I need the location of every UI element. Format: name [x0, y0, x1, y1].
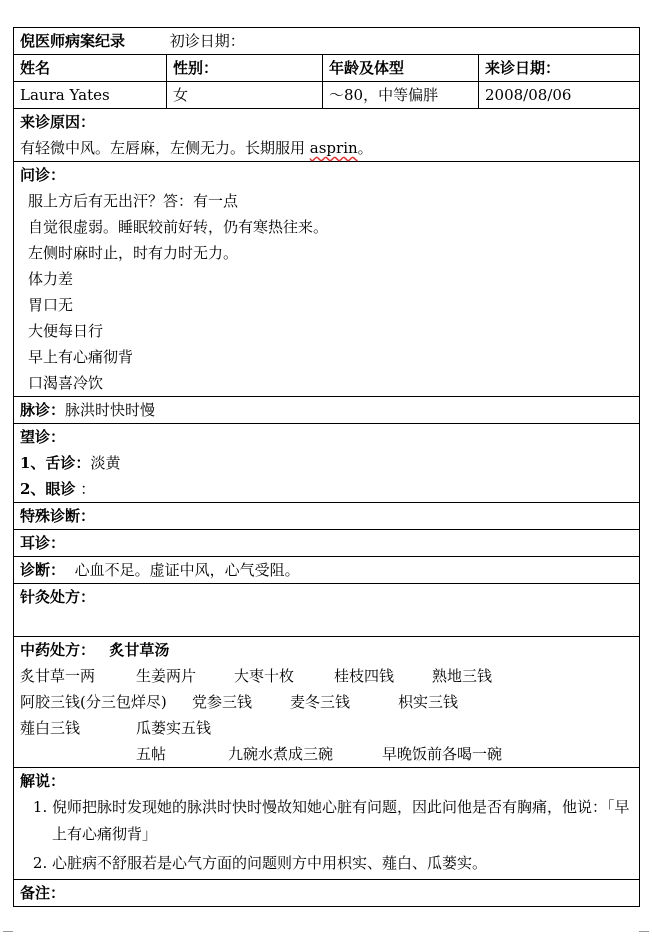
reason-text: [20, 135, 633, 161]
inquiry-line: 胃口无: [28, 296, 74, 314]
herb-item: 薤白三钱: [20, 719, 81, 737]
herb-row-1: [20, 663, 633, 689]
medical-record-document: [13, 27, 639, 907]
patient-name: Laura Yates: [14, 82, 167, 109]
explanation-list: [20, 794, 633, 877]
herb-item: 生姜两片: [136, 667, 197, 685]
age-build-label: 年龄及体型: [323, 55, 479, 82]
patient-value-row: [14, 82, 640, 109]
page-corner-mark: [639, 931, 649, 940]
pulse-text: 脉洪时快时慢: [65, 401, 156, 419]
inquiry-lines: [20, 188, 633, 396]
tongue-label: 1、舌诊：: [20, 454, 91, 472]
herb-item: 早晚饭前各喝一碗: [382, 745, 503, 763]
herb-item: 炙甘草一两: [20, 667, 96, 685]
herb-item: 瓜蒌实五钱: [136, 719, 212, 737]
special-section: [14, 503, 640, 530]
ear-label: 耳诊：: [14, 530, 640, 557]
explanation-label: 解说：: [20, 772, 66, 790]
herb-item: 桂枝四钱: [334, 667, 395, 685]
inspection-label: 望诊：: [20, 428, 66, 446]
inquiry-line: 大便每日行: [28, 322, 104, 340]
visit-date-label: 来诊日期：: [479, 55, 640, 82]
inquiry-line: 左侧时麻时止，时有力时无力。: [28, 244, 239, 262]
diagnosis-label: 诊断：: [20, 561, 66, 579]
herb-row-2: [20, 689, 633, 715]
herb-item: 阿胶三钱(分三包烊尽): [20, 693, 167, 711]
drug-name: asprin: [309, 139, 358, 157]
herb-row-4: [20, 741, 633, 767]
remarks-section: [14, 880, 640, 907]
herb-item: 熟地三钱: [432, 667, 493, 685]
reason-section: [14, 109, 640, 162]
special-label: 特殊诊断：: [14, 503, 640, 530]
explanation-item: 1. 倪师把脉时发现她的脉洪时快时慢故知她心脏有问题，因此问他是否有胸痛，他说：「早上有心痛彻背」: [52, 794, 633, 848]
inquiry-label: 问诊：: [20, 166, 66, 184]
patient-visit-date: 2008/08/06: [479, 82, 640, 109]
first-visit-label: 初诊日期：: [169, 32, 245, 50]
explanation-section: [14, 768, 640, 880]
acupuncture-section: [14, 584, 640, 637]
reason-text-main: 有轻微中风。左唇麻，左侧无力。长期服用: [20, 139, 310, 157]
inquiry-line: 服上方后有无出汗？答：有一点: [28, 192, 239, 210]
patient-gender: 女: [167, 82, 323, 109]
formula-name: 炙甘草汤: [109, 641, 170, 659]
acupuncture-label: 针灸处方：: [20, 588, 96, 606]
eye-label: 2、眼诊: [20, 480, 76, 498]
inspection-section: [14, 424, 640, 503]
page-corner-mark: [3, 931, 13, 940]
gender-label: 性别：: [167, 55, 323, 82]
herb-item: 党参三钱: [192, 693, 253, 711]
herb-item: 五帖: [136, 745, 167, 763]
reason-text-end: 。: [357, 139, 373, 157]
reason-label: 来诊原因：: [20, 113, 96, 131]
inquiry-section: [14, 162, 640, 397]
name-label: 姓名: [14, 55, 167, 82]
record-title: 倪医师病案纪录: [20, 32, 126, 50]
herb-item: 枳实三钱: [398, 693, 459, 711]
inquiry-line: 早上有心痛彻背: [28, 348, 134, 366]
patient-label-row: [14, 55, 640, 82]
herb-item: 九碗水煮成三碗: [228, 745, 334, 763]
herb-item: 大枣十枚: [234, 667, 295, 685]
herbal-section: [14, 637, 640, 768]
inquiry-line: 自觉很虚弱。睡眠较前好转，仍有寒热往来。: [28, 218, 329, 236]
medical-record-table: [13, 27, 640, 907]
remarks-label: 备注：: [14, 880, 640, 907]
explanation-item: 2. 心脏病不舒服若是心气方面的问题则方中用枳实、薤白、瓜蒌实。: [52, 850, 633, 877]
herb-row-3: [20, 715, 633, 741]
pulse-label: 脉诊：: [20, 401, 66, 419]
diagnosis-section: [14, 557, 640, 584]
diagnosis-text: 心血不足。虚证中风，心气受阻。: [74, 561, 300, 579]
ear-section: [14, 530, 640, 557]
tongue-text: 淡黄: [90, 454, 121, 472]
inquiry-line: 体力差: [28, 270, 74, 288]
header-row: [14, 28, 640, 55]
inquiry-line: 口渴喜冷饮: [28, 374, 104, 392]
patient-age-build: ～80，中等偏胖: [323, 82, 479, 109]
herb-item: 麦冬三钱: [290, 693, 351, 711]
pulse-section: [14, 397, 640, 424]
eye-text: ：: [80, 480, 96, 498]
herbal-label: 中药处方：: [20, 641, 96, 659]
